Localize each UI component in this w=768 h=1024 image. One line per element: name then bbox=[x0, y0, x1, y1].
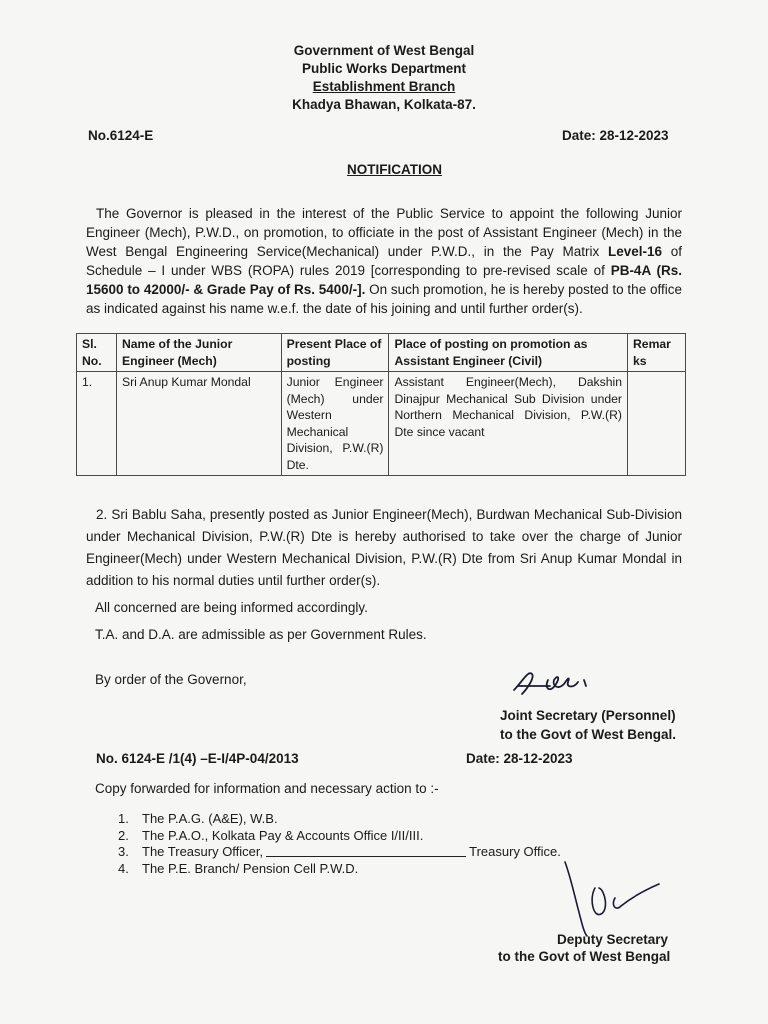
deputy-secretary-designation: Deputy Secretary bbox=[557, 932, 669, 947]
memo-number: No.6124-E bbox=[88, 128, 154, 143]
list-item bbox=[118, 844, 561, 861]
list-item bbox=[118, 811, 561, 828]
posting-table bbox=[76, 333, 686, 476]
paragraph-2: 2. Sri Bablu Saha, presently posted as Junior Engineer(Mech), Burdwan Mechanical Sub-Division under Mechanical Division, P.W.(R) Dte is hereby authorised to take over the charge of Junior Engineer(Mech) under Western Mechanical Division, P.W.(R) Dte from Sri Anup Kumar Mondal in addition to his normal duties until further order(s). bbox=[86, 507, 682, 588]
para1-text-2: of Schedule – I under WBS (ROPA) rules 2019 [corresponding to pre-revised scale of bbox=[86, 244, 682, 278]
col-header-name: Name of the Junior Engineer (Mech) bbox=[116, 334, 281, 372]
by-order-line: By order of the Governor, bbox=[95, 672, 247, 687]
para1-text-1: The Governor is pleased in the interest of the Public Service to appoint the following Junior Engineer (Mech), P.W.D., on promotion, to officiate in the post of Assistant Engineer (Mech) in the West Bengal Engineering Service(Mechanical) under P.W.D., in the Pay Matrix bbox=[86, 206, 682, 259]
list-text: Treasury Office. bbox=[469, 844, 561, 859]
memo-date: Date: 28-12-2023 bbox=[562, 128, 669, 143]
list-number: 3. bbox=[118, 844, 129, 859]
memo2-number: No. 6124-E /1(4) –E-I/4P-04/2013 bbox=[96, 751, 299, 766]
header-department: Public Works Department bbox=[301, 61, 467, 76]
copy-forwarded-line: Copy forwarded for information and necessary action to :- bbox=[95, 781, 439, 796]
header-branch: Establishment Branch bbox=[312, 79, 456, 94]
list-number: 4. bbox=[118, 860, 129, 876]
cell-name: Sri Anup Kumar Mondal bbox=[116, 372, 281, 476]
list-number: 1. bbox=[118, 811, 129, 826]
col-header-promotion: Place of posting on promotion as Assistant Engineer (Civil) bbox=[389, 334, 628, 372]
list-item bbox=[118, 828, 561, 845]
cell-remarks bbox=[627, 372, 685, 476]
table-row bbox=[77, 372, 686, 476]
copy-list bbox=[118, 811, 561, 877]
col-header-present: Present Place of posting bbox=[281, 334, 389, 372]
header-address: Khadya Bhawan, Kolkata-87. bbox=[292, 97, 476, 112]
list-text: The P.A.G. (A&E), W.B. bbox=[142, 811, 278, 826]
col-header-remarks: Remar ks bbox=[627, 334, 685, 372]
cell-sl: 1. bbox=[77, 372, 117, 476]
list-number: 2. bbox=[118, 827, 129, 843]
list-text: The P.E. Branch/ Pension Cell P.W.D. bbox=[142, 860, 359, 876]
deputy-secretary-org: to the Govt of West Bengal bbox=[498, 949, 671, 964]
header-government: Government of West Bengal bbox=[293, 43, 475, 58]
letterhead bbox=[0, 42, 768, 114]
list-text: The Treasury Officer, bbox=[142, 844, 264, 859]
joint-secretary-designation: Joint Secretary (Personnel) bbox=[500, 708, 676, 723]
signature-deputy-secretary bbox=[555, 858, 675, 938]
para1-text-3: On such promotion, he is hereby posted to the office as indicated against his name w.e.f. the date of his joining and until further order(s). bbox=[86, 282, 682, 316]
joint-secretary-org: to the Govt of West Bengal. bbox=[500, 727, 677, 742]
notification-title: NOTIFICATION bbox=[347, 162, 442, 177]
cell-promotion: Assistant Engineer(Mech), Dakshin Dinajpur Mechanical Sub Division under Northern Mechanical Division, P.W.(R) Dte since vacant bbox=[389, 372, 628, 476]
memo2-date: Date: 28-12-2023 bbox=[466, 751, 573, 766]
signature-joint-secretary bbox=[504, 660, 614, 704]
pay-scale: PB-4A (Rs. 15600 to 42000/- & Grade Pay of Rs. 5400/-]. bbox=[86, 263, 683, 297]
paragraph-1 bbox=[86, 204, 682, 318]
table-header-row bbox=[77, 334, 686, 372]
informed-line: All concerned are being informed accordingly. bbox=[95, 600, 368, 615]
col-header-sl: Sl. No. bbox=[77, 334, 117, 372]
ta-da-line: T.A. and D.A. are admissible as per Government Rules. bbox=[95, 627, 427, 642]
list-text: The P.A.O., Kolkata Pay & Accounts Office I/II/III. bbox=[142, 827, 424, 843]
cell-present: Junior Engineer (Mech) under Western Mechanical Division, P.W.(R) Dte. bbox=[281, 372, 389, 476]
list-item bbox=[118, 861, 561, 878]
pay-level: Level-16 bbox=[607, 244, 663, 259]
treasury-blank-line bbox=[266, 844, 466, 857]
